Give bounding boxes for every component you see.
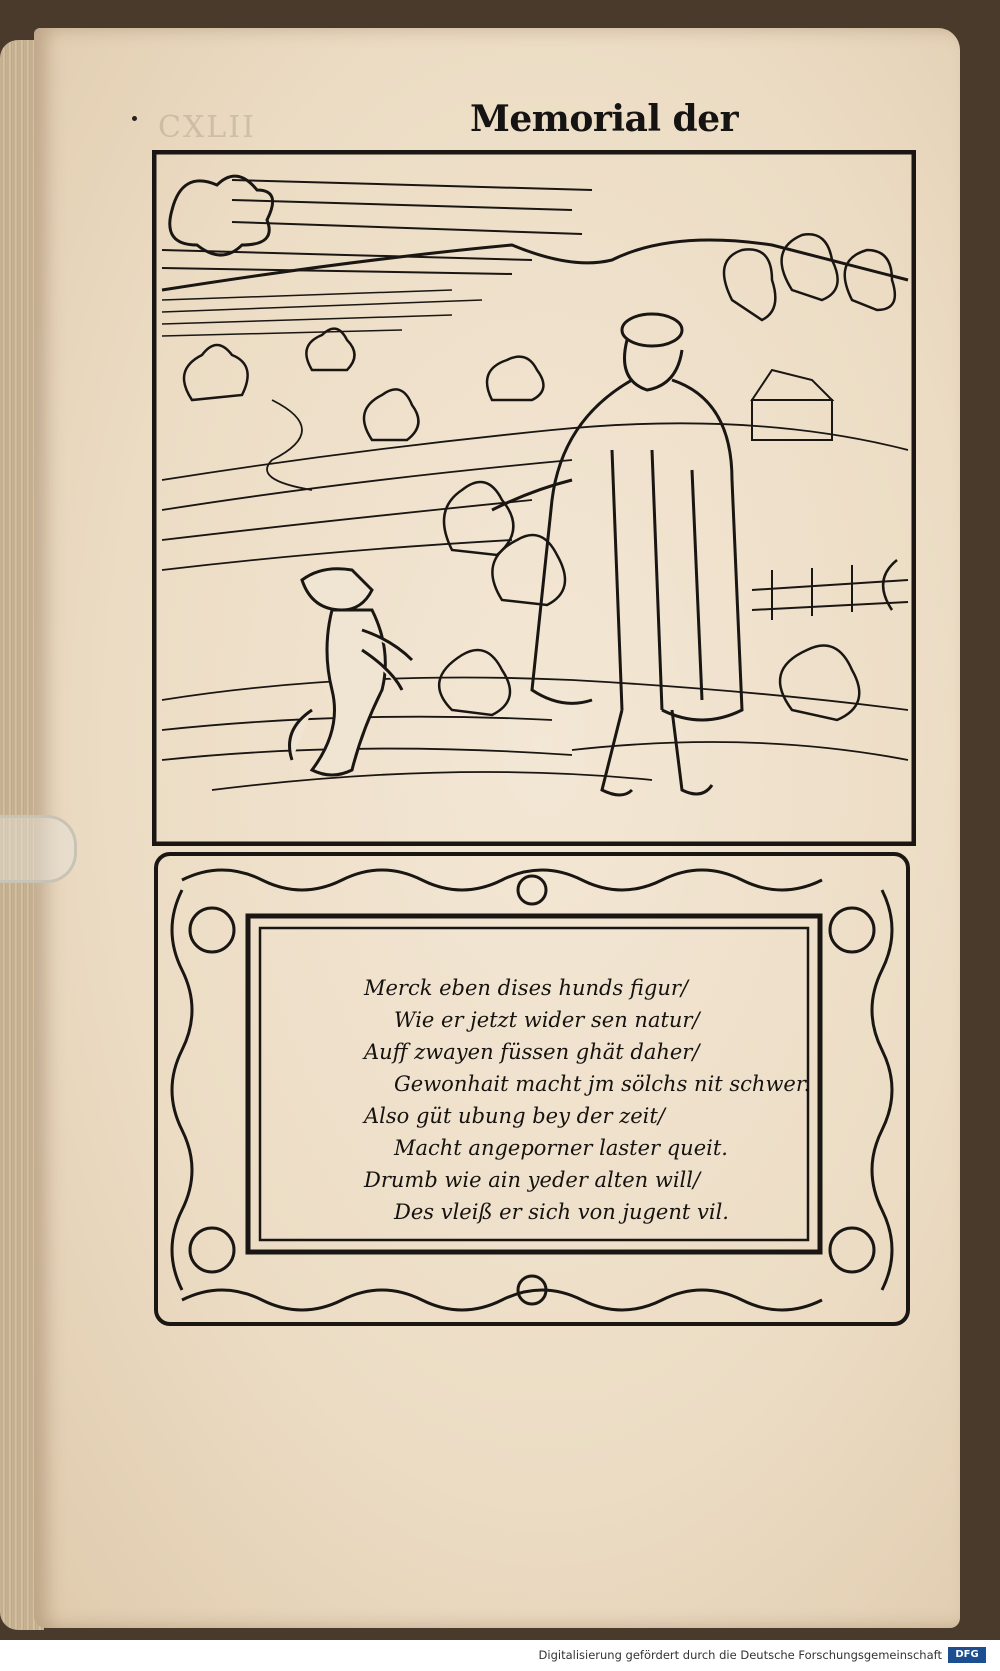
woodcut-illustration: [152, 150, 916, 846]
verse-line: Also güt ubung bey der zeit/: [364, 1104, 665, 1128]
verse-line: Macht angeporner laster queit.: [394, 1136, 728, 1160]
verse-line: Wie er jetzt wider sen natur/: [394, 1008, 700, 1032]
funding-credit: Digitalisierung gefördert durch die Deutsche Forschungsgemeinschaft: [538, 1648, 942, 1662]
verse-line: Des vleiß er sich von jugent vil.: [394, 1200, 729, 1224]
verse-line: Drumb wie ain yeder alten will/: [364, 1168, 701, 1192]
verse-line: Gewonhait macht jm sölchs nit schwer.: [394, 1072, 811, 1096]
verse-line: Auff zwayen füssen ghät daher/: [364, 1040, 700, 1064]
dfg-logo[interactable]: DFG: [948, 1647, 986, 1663]
verse-line: Merck eben dises hunds figur/: [364, 976, 689, 1000]
verse-box: [270, 932, 822, 1270]
footer-bar: [0, 1640, 1000, 1671]
ornamental-frame: [152, 850, 912, 1328]
page-clip: [0, 815, 77, 883]
ink-dot: [132, 116, 137, 121]
folio-show-through: CXLII: [158, 110, 256, 145]
running-head: Memorial der: [470, 98, 739, 140]
